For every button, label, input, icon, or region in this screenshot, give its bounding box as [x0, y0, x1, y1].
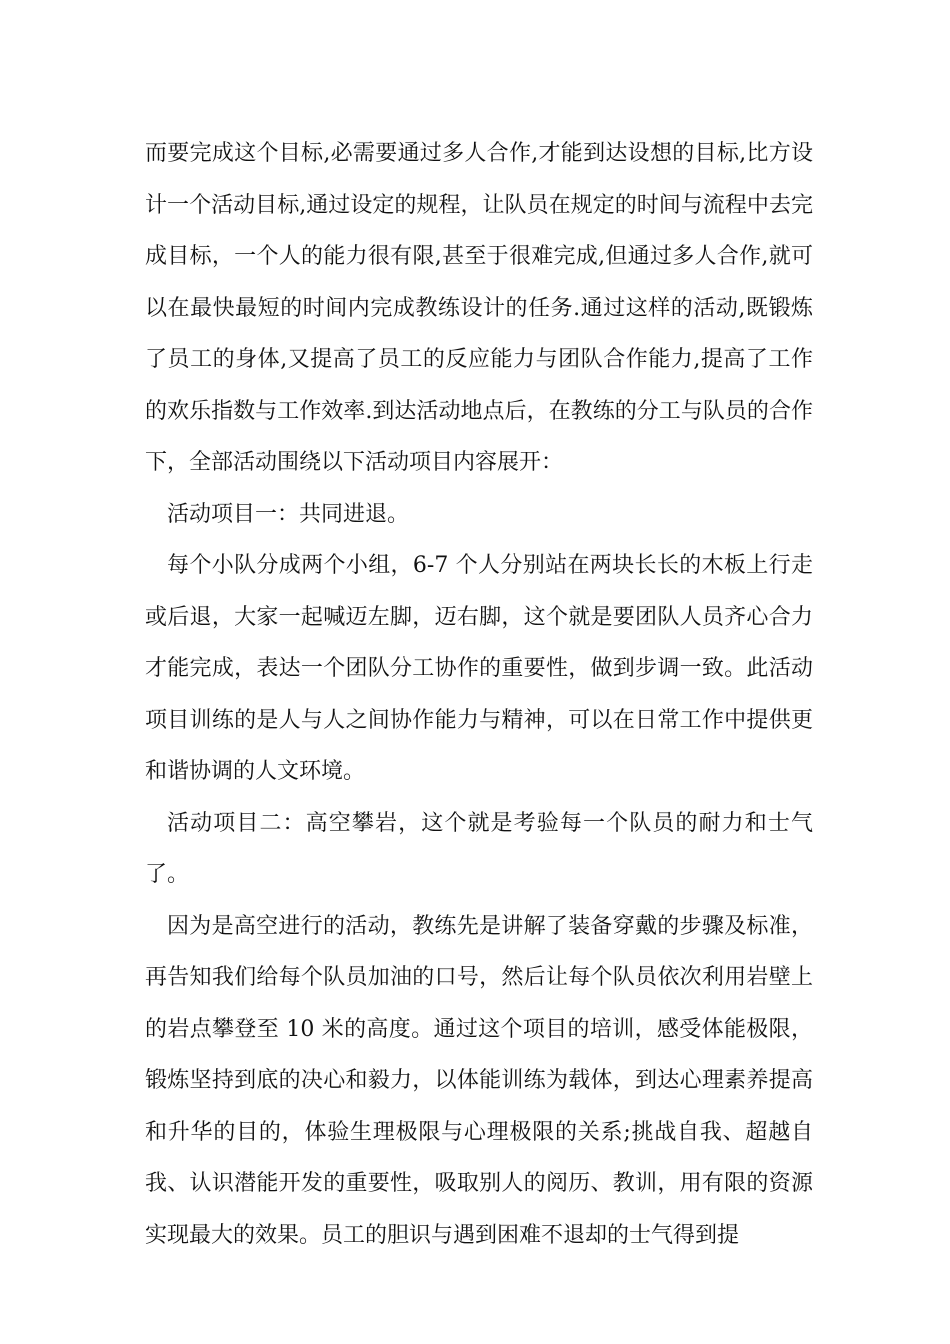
document-body	[145, 128, 813, 1261]
paragraph-activity-one-heading: 活动项目一：共同进退。	[167, 501, 410, 527]
paragraph-intro: 而要完成这个目标,必需要通过多人合作,才能到达设想的目标,比方设计一个活动目标,通过设定的规程，让队员在规定的时间与流程中去完成目标，一个人的能力很有限,甚至于很难完成,但通过多人合作,就可以在最快最短的时间内完成教练设计的任务.通过这样的活动,既锻炼了员工的身体,又提高了员工的反应能力与团队合作能力,提高了工作的欢乐指数与工作效率.到达活动地点后，在教练的分工与队员的合作下，全部活动围绕以下活动项目内容展开：	[145, 141, 813, 475]
paragraph-activity-two-heading: 活动项目二：高空攀岩，这个就是考验每一个队员的耐力和士气了。	[145, 810, 813, 887]
paragraph-activity-two-body: 因为是高空进行的活动，教练先是讲解了装备穿戴的步骤及标准，再告知我们给每个队员加油的口号，然后让每个队员依次利用岩壁上的岩点攀登至 10 米的高度。通过这个项目的培训，感受体能极限，锻炼坚持到底的决心和毅力，以体能训练为载体，到达心理素养提高和升华的目的，体验生理极限与心理极限的关系;挑战自我、超越自我、认识潜能开发的重要性，吸取别人的阅历、教训，用有限的资源实现最大的效果。员工的胆识与遇到困难不退却的士气得到提	[145, 913, 813, 1248]
paragraph-activity-one-body: 每个小队分成两个小组，6-7 个人分别站在两块长长的木板上行走或后退，大家一起喊迈左脚，迈右脚，这个就是要团队人员齐心合力才能完成，表达一个团队分工协作的重要性，做到步调一致。此活动项目训练的是人与人之间协作能力与精神，可以在日常工作中提供更和谐协调的人文环境。	[145, 553, 813, 784]
